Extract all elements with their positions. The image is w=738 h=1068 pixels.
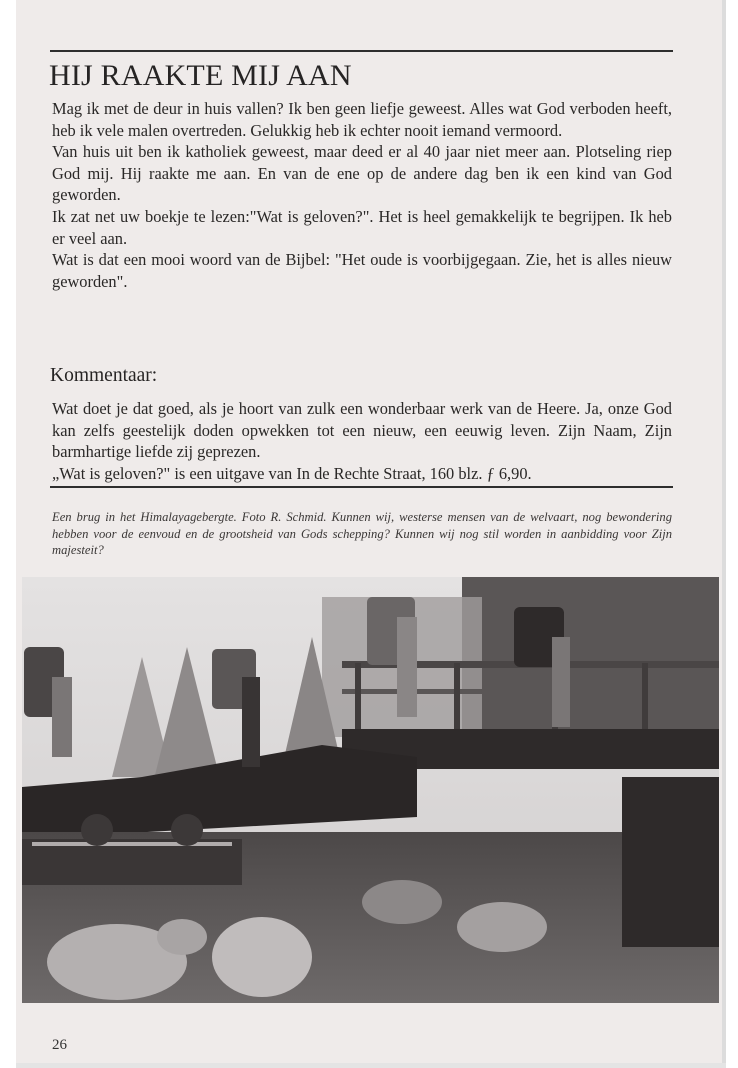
letter-paragraph: Mag ik met de deur in huis vallen? Ik ben geen liefje geweest. Alles wat God verboden heeft, heb ik vele malen overtreden. Gelukkig heb ik echter nooit iemand vermoord. bbox=[52, 99, 672, 140]
photo-caption: Een brug in het Himalayagebergte. Foto R. Schmid. Kunnen wij, westerse mensen van de welvaart, nog bewondering hebben voor de eenvoud en de grootsheid van Gods schepping? Kunnen wij nog stil worden in aanbidding voor Zijn majesteit? bbox=[52, 510, 672, 557]
section-rule bbox=[50, 486, 673, 488]
bridge-photo bbox=[22, 577, 719, 1003]
top-rule bbox=[50, 50, 673, 52]
letter-paragraph: Van huis uit ben ik katholiek geweest, maar deed er al 40 jaar niet meer aan. Plotseling riep God mij. Hij raakte me aan. En van de ene op de andere dag ben ik een kind van God geworden. bbox=[52, 142, 672, 205]
page-bottom-edge bbox=[16, 1063, 726, 1068]
photo-illustration bbox=[22, 577, 719, 1003]
letter-paragraph: Wat is dat een mooi woord van de Bijbel: "Het oude is voorbijgegaan. Zie, het is alles nieuw geworden". bbox=[52, 250, 672, 291]
article-title: HIJ RAAKTE MIJ AAN bbox=[49, 59, 352, 92]
commentary-paragraph: „Wat is geloven?" is een uitgave van In de Rechte Straat, 160 blz. ƒ 6,90. bbox=[52, 463, 532, 483]
commentary-body bbox=[52, 398, 672, 484]
page-gutter bbox=[722, 0, 726, 1063]
commentary-heading: Kommentaar: bbox=[50, 365, 158, 386]
letter-body bbox=[52, 98, 672, 292]
commentary-paragraph: Wat doet je dat goed, als je hoort van zulk een wonderbaar werk van de Heere. Ja, onze God kan zelfs geestelijk doden opwekken tot een nieuw, een eeuwig leven. Zijn Naam, Zijn barmhartige liefde zij geprezen. bbox=[52, 399, 672, 462]
letter-paragraph: Ik zat net uw boekje te lezen:"Wat is geloven?". Het is heel gemakkelijk te begrijpen. Ik heb er veel aan. bbox=[52, 206, 672, 248]
page-number: 26 bbox=[52, 1037, 67, 1053]
